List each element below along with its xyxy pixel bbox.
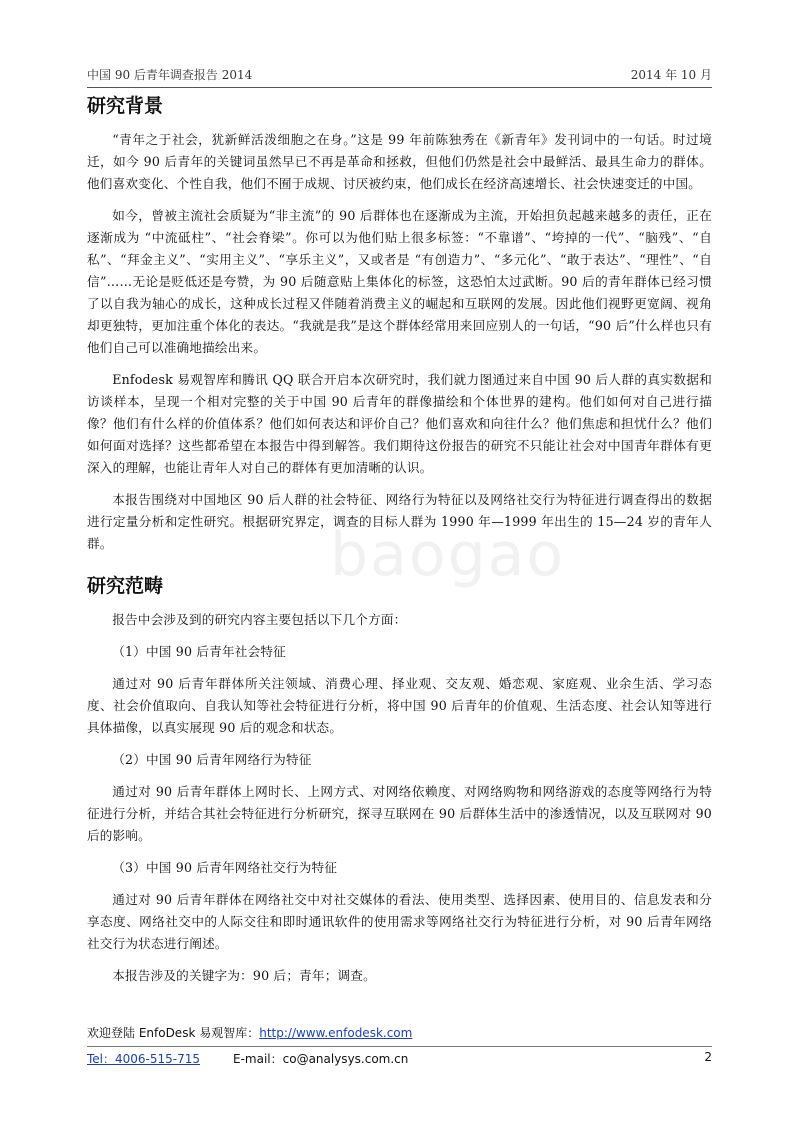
background-paragraph: 如今，曾被主流社会质疑为“非主流”的 90 后群体也在逐渐成为主流，开始担负起越来越多的责任，正在逐渐成为 “中流砥柱”、“社会脊梁”。你可以为他们贴上很多标签：“不靠谱”、“垮掉的一代”、“脑残”、“自私”、“拜金主义”、“实用主义”、“享乐主义”，又或者是 “有创造力”、“多元化”、“敢于表达”、“理性”、“自信”……无论是贬低还是夸赞，为 90 后随意贴上集体化的标签，这恐怕太过武断。90 后的青年群体已经习惯了以自我为轴心的成长，这种成长过程又伴随着消费主义的崛起和互联网的发展。因此他们视野更宽阔、视角却更独特，更加注重个体化的表达。“我就是我”是这个群体经常用来回应别人的一句话，“90 后”什么样也只有他们自己可以准确地描绘出来。 [87, 208, 712, 355]
background-paragraph: “青年之于社会，犹新鲜活泼细胞之在身。”这是 99 年前陈独秀在《新青年》发刊词中的一句话。时过境迁，如今 90 后青年的关键词虽然早已不再是革命和拯救，但他们仍然是社会中最鲜活、最具生命力的群体。他们喜欢变化、个性自我，他们不囿于成规、讨厌被约束，他们成长在经济高速增长、社会快速变迁的中国。 [87, 132, 712, 191]
header-report-title: 中国 90 后青年调查报告 2014 [87, 68, 253, 82]
page-footer [87, 1024, 712, 1072]
scope-keywords: 本报告涉及的关键字为：90 后；青年；调查。 [112, 968, 376, 983]
section-title-background: 研究背景 [87, 95, 164, 117]
scope-item-title-network: （2）中国 90 后青年网络行为特征 [112, 752, 312, 767]
footer-contact-row [87, 1046, 712, 1072]
watermark: baogao [330, 520, 566, 590]
scope-item-title-social-network: （3）中国 90 后青年网络社交行为特征 [112, 860, 338, 875]
footer-welcome-text: 欢迎登陆 EnfoDesk 易观智库： [87, 1026, 260, 1040]
page-number: 2 [704, 1050, 712, 1064]
footer-welcome-row [87, 1024, 712, 1044]
scope-item-text-social-network: 通过对 90 后青年群体在网络社交中对社交媒体的看法、使用类型、选择因素、使用目的、信息发表和分享态度、网络社交中的人际交往和即时通讯软件的使用需求等网络社交行为特征进行分析，对 90 后青年网络社交行为状态进行阐述。 [87, 892, 712, 951]
page-content [87, 93, 712, 997]
scope-intro: 报告中会涉及到的研究内容主要包括以下几个方面： [112, 612, 407, 627]
footer-website-link[interactable]: http://www.enfodesk.com [259, 1026, 413, 1040]
page-header [87, 66, 712, 88]
scope-item-text-network: 通过对 90 后青年群体上网时长、上网方式、对网络依赖度、对网络购物和网络游戏的态度等网络行为特征进行分析，并结合其社会特征进行分析研究，探寻互联网在 90 后群体生活中的渗透情况，以及互联网对 90 后的影响。 [87, 784, 712, 843]
scope-item-text-social: 通过对 90 后青年群体所关注领域、消费心理、择业观、交友观、婚恋观、家庭观、业余生活、学习态度、社会价值取向、自我认知等社会特征进行分析，将中国 90 后青年的价值观、生活态度、社会认知等进行具体描像，以真实展现 90 后的观念和状态。 [87, 676, 712, 735]
scope-item-title-social: （1）中国 90 后青年社会特征 [112, 644, 286, 659]
footer-tel-link[interactable]: Tel：4006-515-715 [87, 1052, 201, 1066]
section-title-scope: 研究范畴 [87, 575, 164, 597]
footer-email: E-mail：co@analysys.com.cn [233, 1052, 409, 1066]
background-paragraph: Enfodesk 易观智库和腾讯 QQ 联合开启本次研究时，我们就力图通过来自中国 90 后人群的真实数据和访谈样本，呈现一个相对完整的关于中国 90 后青年的群像描绘和个体世界的建构。他们如何对自己进行描像？他们有什么样的价值体系？他们如何表达和评价自己？他们喜欢和向往什么？他们焦虑和担忧什么？他们如何面对选择？这些都希望在本报告中得到解答。我们期待这份报告的研究不只能让社会对中国青年群体有更深入的理解，也能让青年人对自己的群体有更加清晰的认识。 [87, 372, 712, 475]
background-paragraph: 本报告围绕对中国地区 90 后人群的社会特征、网络行为特征以及网络社交行为特征进行调查得出的数据进行定量分析和定性研究。根据研究界定，调查的目标人群为 1990 年—1999 年出生的 15—24 岁的青年人群。 [87, 492, 712, 551]
header-date: 2014 年 10 月 [630, 68, 712, 82]
